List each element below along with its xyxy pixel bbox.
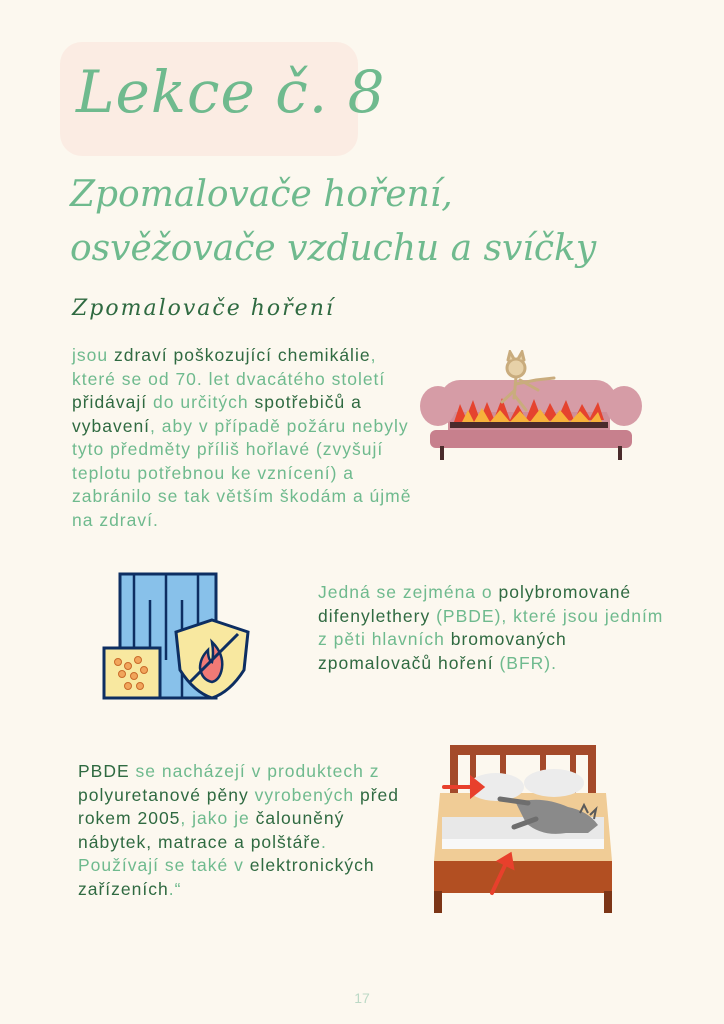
pbde-paragraph [318,581,668,675]
text-segment: Jedná se zejména o [318,582,499,602]
text-segment: jsou [72,345,114,365]
text-segment: do určitých [147,392,255,412]
text-segment: .“ [168,878,182,899]
burning-sofa-with-cat-icon [418,350,644,465]
highlighted-term: zdraví poškozující chemikálie [113,345,371,365]
highlighted-term: polybromované difenylethery [318,582,632,626]
text-segment: (BFR). [493,652,557,673]
page-number: 17 [354,990,370,1006]
highlighted-term: přidávají [72,392,148,412]
highlighted-term: PBDE [78,761,130,781]
text-segment: , aby v případě požáru nebyly tyto předměty příliš hořlavé (zvyšují teplotu potřebnou ke vznícení) a zabránilo se tak větším škodám a újmě na zdraví. [72,415,412,530]
highlighted-term: spotřebičů a vybavení [72,392,362,436]
highlighted-term: bromovaných zpomalovačů hoření [318,629,567,673]
page-subtitle: Zpomalovače hoření, osvěžovače vzduchu a svíčky [70,174,597,269]
fire-resistant-fabric-icon [100,570,252,702]
highlighted-term: čalouněný nábytek, matrace a polštáře [78,808,345,852]
highlighted-term: polyuretanové pěny [78,784,249,805]
intro-paragraph [72,344,422,532]
text-segment: , které se od 70. let dvacátého století [72,345,386,389]
section-heading: Zpomalovače hoření [72,296,335,321]
bed-with-pillows-and-cat-icon [430,743,616,915]
text-segment: (PBDE), které jsou jedním z pěti hlavních [318,605,664,649]
text-segment: se nacházejí v produktech z [129,761,380,781]
pbde-products-paragraph [78,760,408,901]
text-segment: . Používají se také v [78,831,327,875]
highlighted-term: elektronických zařízeních [78,855,375,899]
text-segment: , jako je [180,808,256,828]
text-segment: vyrobených [248,784,360,805]
lesson-title: Lekce č. 8 [76,58,386,126]
highlighted-term: před rokem 2005 [78,784,399,828]
